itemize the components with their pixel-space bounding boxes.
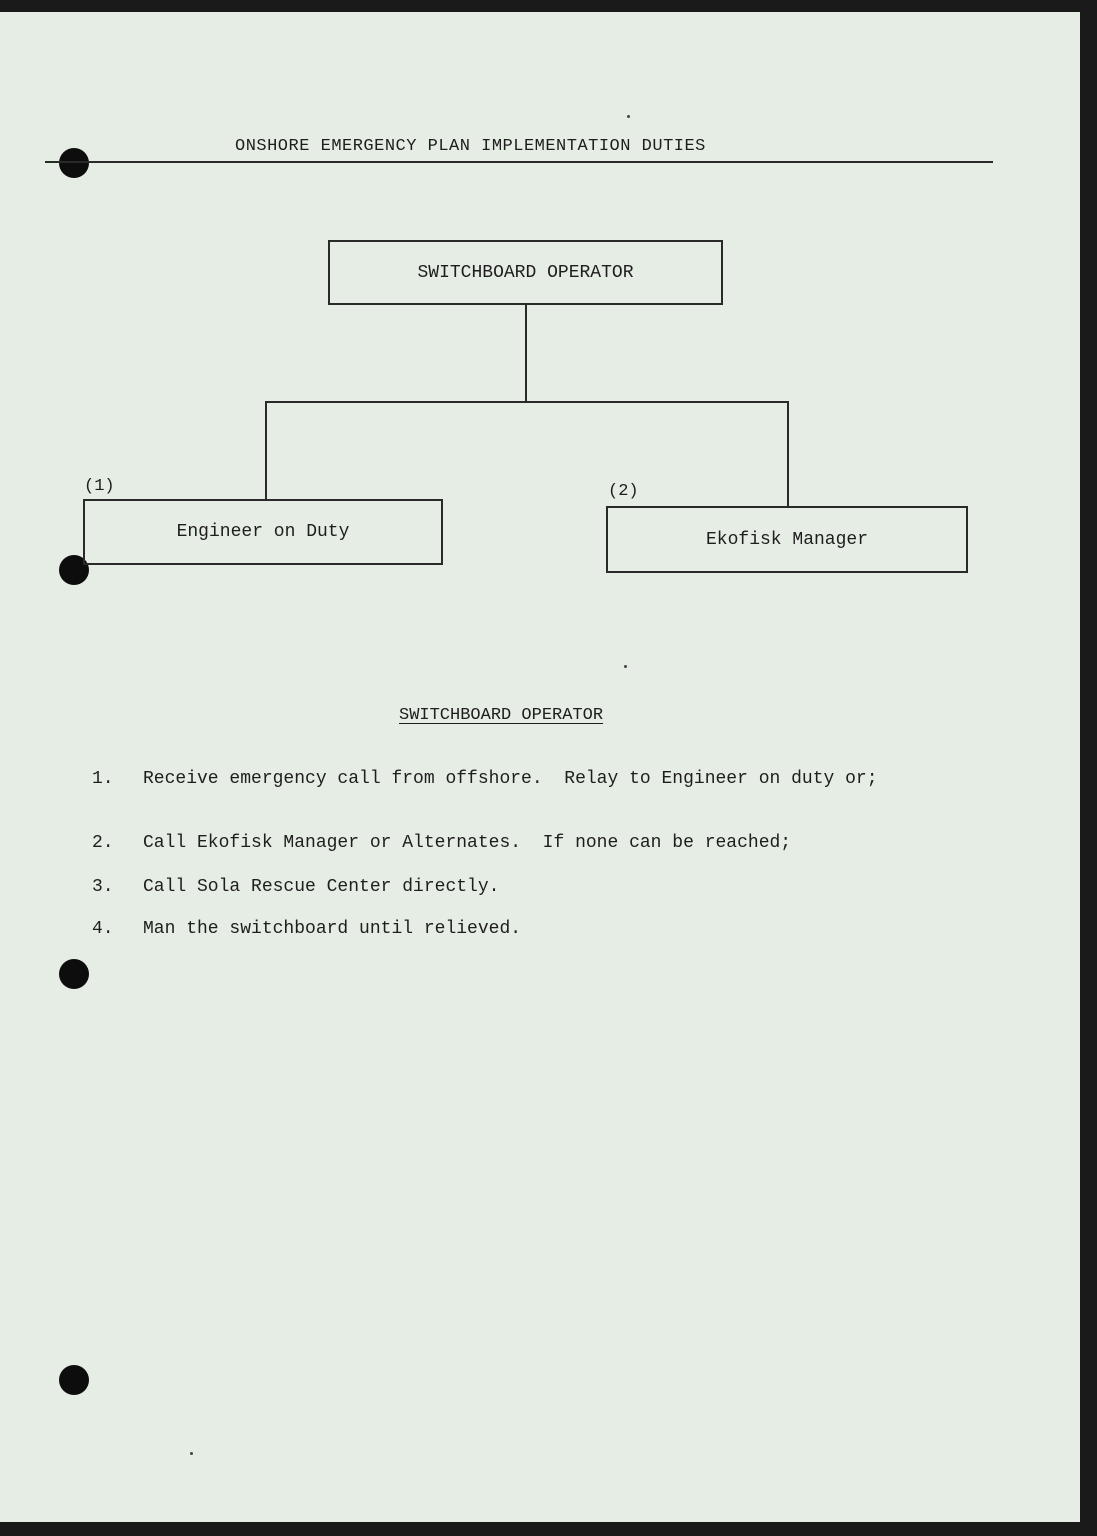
punch-hole-1 <box>59 148 89 178</box>
switchboard-operator-box <box>328 240 723 305</box>
scan-speck <box>627 115 630 118</box>
ekofisk-manager-label: Ekofisk Manager <box>705 529 869 550</box>
engineer-on-duty-label: Engineer on Duty <box>176 522 350 542</box>
title-rule <box>45 161 993 163</box>
document-title: ONSHORE EMERGENCY PLAN IMPLEMENTATION DUTIES <box>235 137 706 156</box>
document-page <box>0 12 1080 1522</box>
connector-left-drop <box>265 401 267 500</box>
engineer-on-duty-box <box>83 499 443 565</box>
switchboard-operator-label: SWITCHBOARD OPERATOR <box>417 262 634 283</box>
connector-vertical-top <box>525 304 527 402</box>
scan-speck <box>190 1452 193 1455</box>
ekofisk-manager-box <box>606 506 968 573</box>
scan-speck <box>624 665 627 668</box>
duty-text: Man the switchboard until relieved. <box>143 919 522 939</box>
punch-hole-4 <box>59 1365 89 1395</box>
duty-number: 2. <box>92 833 114 853</box>
duty-number: 1. <box>92 769 114 789</box>
connector-horizontal <box>265 401 789 403</box>
duty-text: Call Ekofisk Manager or Alternates. If none can be reached; <box>143 833 792 853</box>
punch-hole-3 <box>59 959 89 989</box>
duty-number: 3. <box>92 877 114 897</box>
manager-number: (2) <box>608 482 639 501</box>
duty-text: Call Sola Rescue Center directly. <box>143 877 500 897</box>
engineer-number: (1) <box>84 477 115 496</box>
duty-text: Receive emergency call from offshore. Relay to Engineer on duty or; <box>143 769 878 789</box>
duties-heading: SWITCHBOARD OPERATOR <box>399 706 604 725</box>
duty-number: 4. <box>92 919 114 939</box>
connector-right-drop <box>787 401 789 507</box>
